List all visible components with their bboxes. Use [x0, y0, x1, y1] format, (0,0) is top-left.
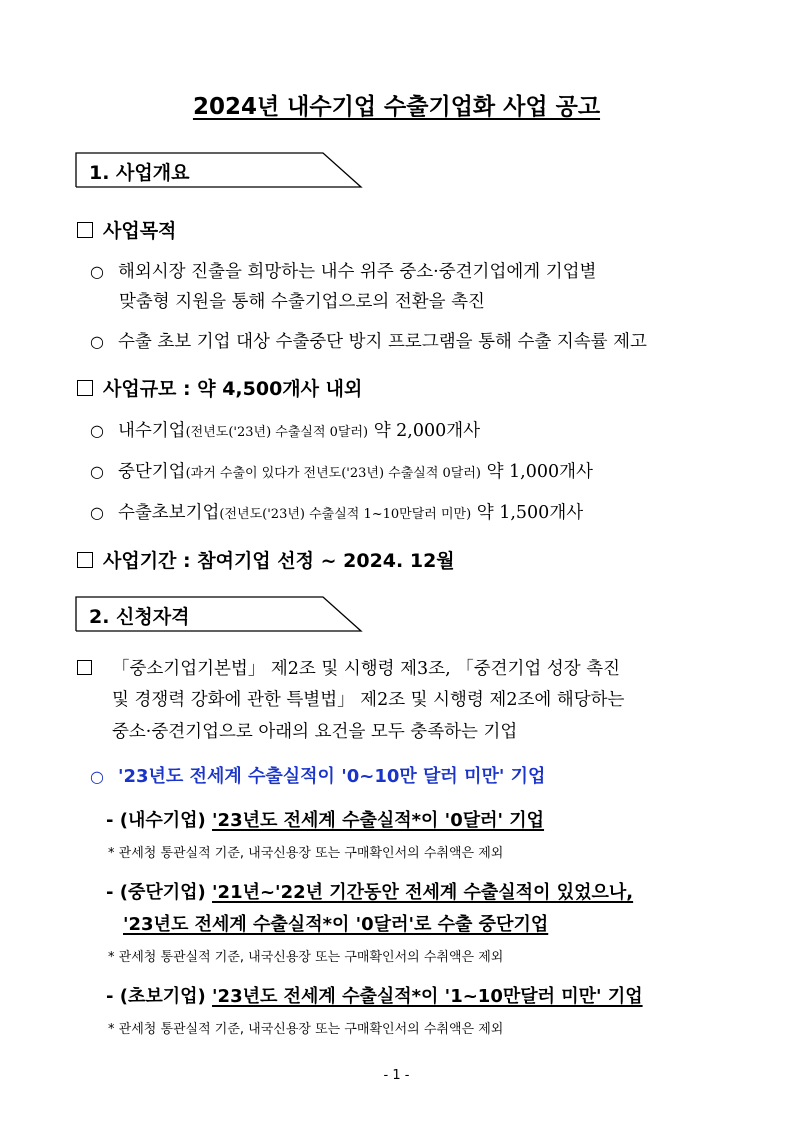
scale-item: ○ 내수기업(전년도('23년) 수출실적 0달러) 약 2,000개사 — [90, 421, 481, 441]
purpose-item-continuation: 맞춤형 지원을 통해 수출기업으로의 전환을 촉진 — [119, 292, 485, 312]
page-number: - 1 - — [383, 1068, 410, 1083]
type-item-suspended: - (중단기업) '21년~'22년 기간동안 전세계 수출실적이 있었으나, — [106, 882, 634, 903]
purpose-heading: 사업목적 — [77, 216, 176, 243]
checkbox-square-icon — [77, 222, 93, 238]
checkbox-square-icon — [77, 380, 93, 396]
eligibility-intro-continuation: 중소·중견기업으로 아래의 요건을 모두 충족하는 기업 — [112, 722, 518, 742]
eligibility-condition: ○ '23년도 전세계 수출실적이 '0~10만 달러 미만' 기업 — [90, 766, 546, 787]
purpose-item: ○ 해외시장 진출을 희망하는 내수 위주 중소·중견기업에게 기업별 — [90, 262, 597, 282]
type-item-suspended-continuation: '23년도 전세계 수출실적*이 '0달러'로 수출 중단기업 — [123, 914, 549, 935]
type-item-beginner: - (초보기업) '23년도 전세계 수출실적*이 '1~10만달러 미만' 기업 — [106, 986, 643, 1007]
type-note: * 관세청 통관실적 기준, 내국신용장 또는 구매확인서의 수취액은 제외 — [108, 950, 504, 965]
circle-bullet-icon: ○ — [90, 462, 104, 481]
type-note: * 관세청 통관실적 기준, 내국신용장 또는 구매확인서의 수취액은 제외 — [108, 846, 504, 861]
section-1-label: 1. 사업개요 — [89, 162, 190, 184]
eligibility-intro-continuation: 및 경쟁력 강화에 관한 특별법」 제2조 및 시행령 제2조에 해당하는 — [112, 690, 625, 710]
section-2-label: 2. 신청자격 — [89, 606, 190, 628]
purpose-item: ○ 수출 초보 기업 대상 수출중단 방지 프로그램을 통해 수출 지속률 제고 — [90, 332, 647, 352]
type-item-domestic: - (내수기업) '23년도 전세계 수출실적*이 '0달러' 기업 — [106, 810, 545, 831]
page-title: 2024년 내수기업 수출기업화 사업 공고 — [192, 94, 601, 120]
section-1-header — [75, 152, 365, 188]
circle-bullet-icon: ○ — [90, 421, 104, 440]
checkbox-square-icon — [77, 552, 93, 568]
circle-bullet-icon: ○ — [90, 767, 104, 786]
circle-bullet-icon: ○ — [90, 262, 104, 281]
circle-bullet-icon: ○ — [90, 503, 104, 522]
scale-item: ○ 수출초보기업(전년도('23년) 수출실적 1~10만달러 미만) 약 1,500개사 — [90, 503, 584, 523]
circle-bullet-icon: ○ — [90, 332, 104, 351]
checkbox-square-icon — [77, 660, 92, 675]
section-2-header — [75, 596, 365, 632]
eligibility-intro: 「중소기업기본법」 제2조 및 시행령 제3조, 「중견기업 성장 촉진 — [77, 655, 620, 680]
scale-heading: 사업규모 : 약 4,500개사 내외 — [77, 374, 362, 401]
scale-item: ○ 중단기업(과거 수출이 있다가 전년도('23년) 수출실적 0달러) 약 1,000개사 — [90, 462, 593, 482]
type-note: * 관세청 통관실적 기준, 내국신용장 또는 구매확인서의 수취액은 제외 — [108, 1022, 504, 1037]
period-heading: 사업기간 : 참여기업 선정 ~ 2024. 12월 — [77, 546, 455, 573]
